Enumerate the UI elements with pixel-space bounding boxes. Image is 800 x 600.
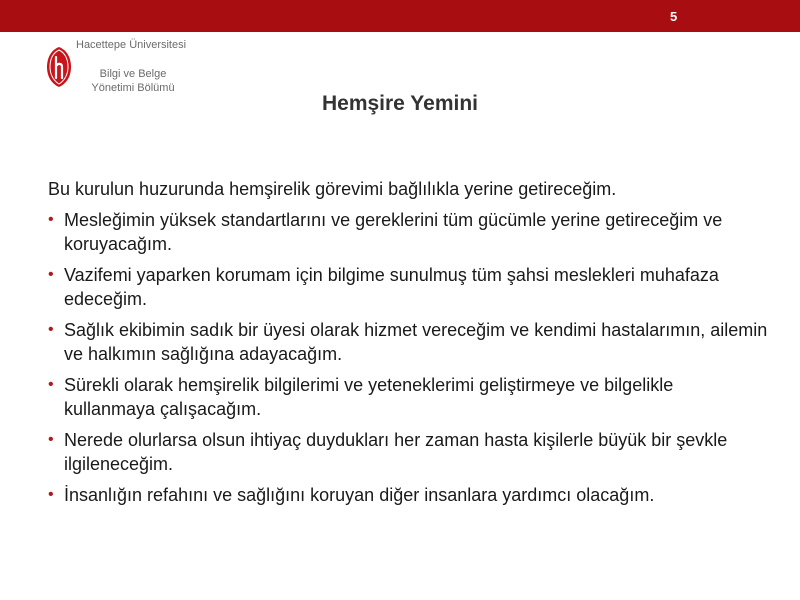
header-bar — [0, 0, 800, 32]
bullet-icon: • — [48, 486, 54, 503]
university-name: Hacettepe Üniversitesi — [76, 39, 187, 51]
bullet-icon: • — [48, 376, 54, 393]
bullet-text: İnsanlığın refahını ve sağlığını koruyan diğer insanlara yardımcı olacağım. — [64, 485, 655, 505]
bullet-icon: • — [48, 211, 54, 228]
bullet-icon: • — [48, 266, 54, 283]
hacettepe-logo-icon — [46, 46, 72, 88]
bullet-text: Nerede olurlarsa olsun ihtiyaç duydukları her zaman hasta kişilerle büyük bir şevkle ilgileneceğim. — [64, 430, 728, 474]
list-item — [48, 208, 768, 256]
list-item — [48, 373, 768, 421]
slide-title: Hemşire Yemini — [321, 92, 479, 115]
bullet-icon: • — [48, 321, 54, 338]
intro-text: Bu kurulun huzurunda hemşirelik görevimi bağlılıkla yerine getireceğim. — [48, 179, 617, 199]
department-name-line1: Bilgi ve Belge — [99, 68, 167, 80]
bullet-text: Mesleğimin yüksek standartlarını ve gereklerini tüm gücümle yerine getireceğim ve koruyacağım. — [64, 210, 723, 254]
bullet-text: Vazifemi yaparken korumam için bilgime sunulmuş tüm şahsi meslekleri muhafaza edeceğim. — [64, 265, 719, 309]
list-item — [48, 263, 768, 311]
department-name-line2: Yönetimi Bölümü — [91, 82, 175, 94]
bullet-text: Sağlık ekibimin sadık bir üyesi olarak hizmet vereceğim ve kendimi hastalarımın, ailemin ve halkımın sağlığına adayacağım. — [64, 320, 768, 364]
bullet-text: Sürekli olarak hemşirelik bilgilerimi ve yeteneklerimi geliştirmeye ve bilgelikle kullanmaya çalışacağım. — [64, 375, 674, 419]
list-item — [48, 428, 768, 476]
bullet-icon: • — [48, 431, 54, 448]
oath-bullet-list — [48, 208, 768, 514]
list-item — [48, 318, 768, 366]
page-number: 5 — [670, 9, 678, 24]
list-item — [48, 483, 768, 507]
